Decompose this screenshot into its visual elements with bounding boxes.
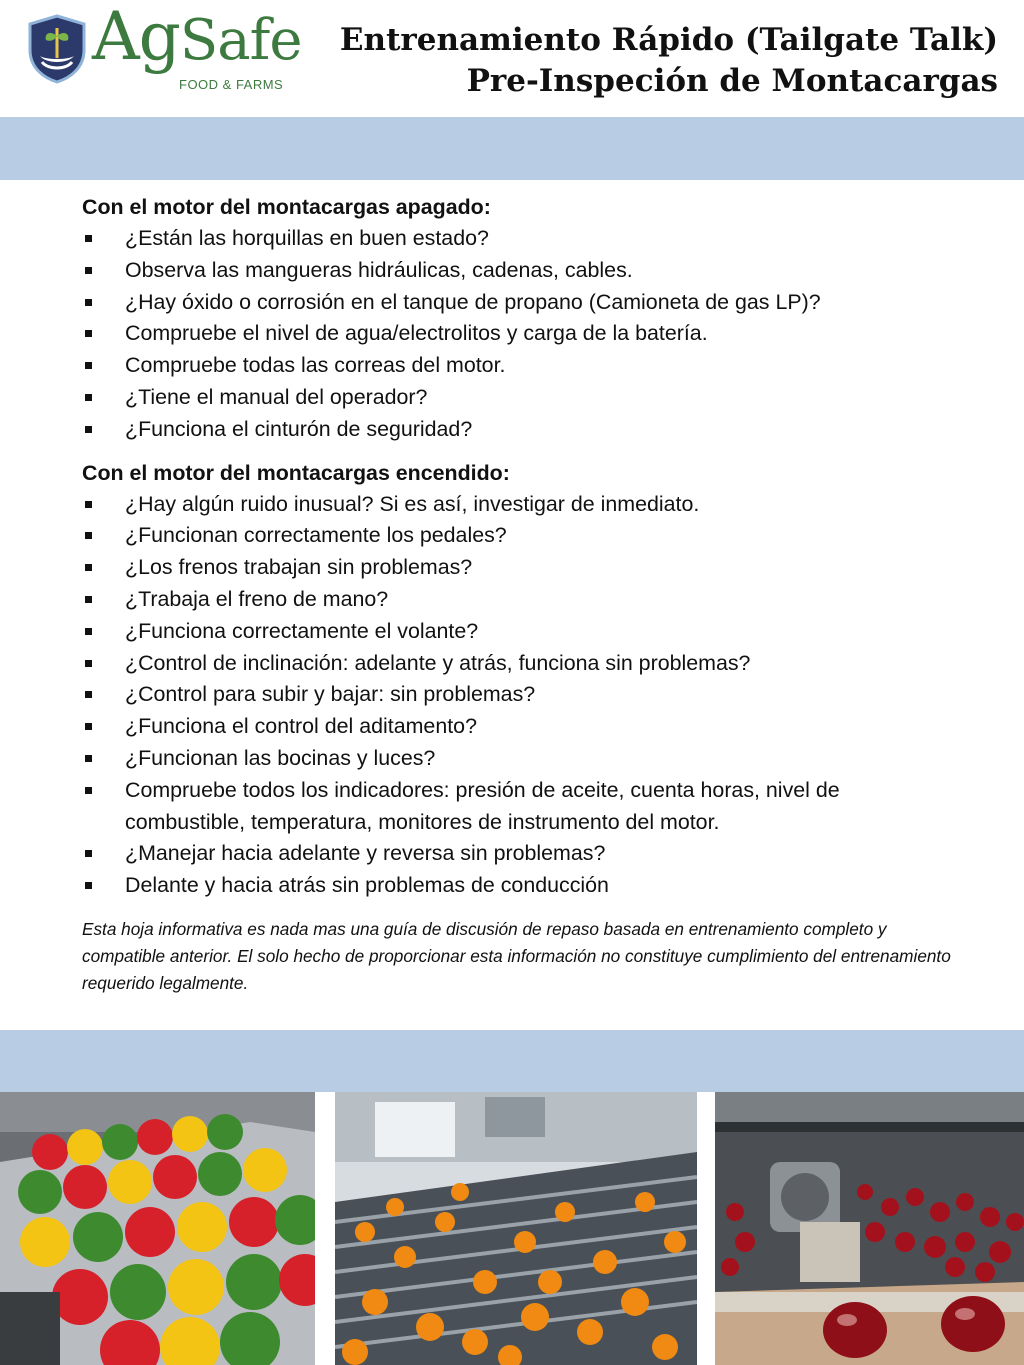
list-item: ¿Funciona el cinturón de seguridad? xyxy=(82,414,962,446)
bell-peppers-photo xyxy=(0,1092,315,1365)
bullet-icon xyxy=(85,299,92,306)
list-item: Delante y hacia atrás sin problemas de conducción xyxy=(82,870,962,902)
bullet-icon xyxy=(85,691,92,698)
title-line-2: Pre-Inspeción de Montacargas xyxy=(466,63,998,99)
list-item: ¿Control de inclinación: adelante y atrás, funciona sin problemas? xyxy=(82,648,962,680)
section-heading-on: Con el motor del montacargas encendido: xyxy=(82,460,510,485)
bullet-icon xyxy=(85,330,92,337)
list-item: ¿Tiene el manual del operador? xyxy=(82,382,962,414)
logo-wordmark: AgSafe xyxy=(92,0,302,75)
bullet-icon xyxy=(85,596,92,603)
list-item: Observa las mangueras hidráulicas, cadenas, cables. xyxy=(82,255,962,287)
disclaimer-text: Esta hoja informativa es nada mas una guía de discusión de repaso basada en entrenamiento completo y compatible anterior. El solo hecho de proporcionar esta información no constituye cumplimiento del entrenamiento requerido legalmente. xyxy=(82,918,951,993)
section-heading-off: Con el motor del montacargas apagado: xyxy=(82,195,491,219)
top-band xyxy=(0,117,1024,180)
apples-packing-image xyxy=(715,1092,1024,1365)
photo-strip xyxy=(0,1092,1024,1365)
list-item: ¿Funcionan las bocinas y luces? xyxy=(82,743,962,775)
bullet-icon xyxy=(85,362,92,369)
bullet-icon xyxy=(85,787,92,794)
bell-peppers-image xyxy=(0,1092,315,1365)
bullet-icon xyxy=(85,564,92,571)
list-item: ¿Funcionan correctamente los pedales? xyxy=(82,520,962,552)
list-item: ¿Hay algún ruido inusual? Si es así, investigar de inmediato. xyxy=(82,489,962,521)
bullet-icon xyxy=(85,394,92,401)
list-item: ¿Funciona correctamente el volante? xyxy=(82,616,962,648)
apples-packing-photo xyxy=(715,1092,1024,1365)
list-item: Compruebe el nivel de agua/electrolitos y carga de la batería. xyxy=(82,318,962,350)
list-item: Compruebe todas las correas del motor. xyxy=(82,350,962,382)
bullet-icon xyxy=(85,755,92,762)
checklist-engine-off xyxy=(82,223,962,446)
bullet-icon xyxy=(85,532,92,539)
page-header xyxy=(0,0,1024,117)
list-item: ¿Hay óxido o corrosión en el tanque de propano (Camioneta de gas LP)? xyxy=(82,287,962,319)
list-item: ¿Funciona el control del aditamento? xyxy=(82,711,962,743)
bullet-icon xyxy=(85,850,92,857)
oranges-conveyor-photo xyxy=(335,1092,697,1365)
bullet-icon xyxy=(85,882,92,889)
oranges-conveyor-image xyxy=(335,1092,697,1365)
bullet-icon xyxy=(85,723,92,730)
list-item: ¿Están las horquillas en buen estado? xyxy=(82,223,962,255)
bullet-icon xyxy=(85,235,92,242)
bullet-icon xyxy=(85,267,92,274)
bullet-icon xyxy=(85,501,92,508)
list-item: ¿Manejar hacia adelante y reversa sin problemas? xyxy=(82,838,962,870)
page-title xyxy=(340,20,998,102)
bullet-icon xyxy=(85,660,92,667)
agsafe-logo xyxy=(26,0,302,112)
shield-logo-icon xyxy=(26,14,88,84)
logo-tagline: FOOD & FARMS xyxy=(179,77,284,92)
bottom-band xyxy=(0,1030,1024,1092)
list-item: ¿Trabaja el freno de mano? xyxy=(82,584,962,616)
title-line-1: Entrenamiento Rápido (Tailgate Talk) xyxy=(339,22,998,58)
bullet-icon xyxy=(85,426,92,433)
checklist-engine-on xyxy=(82,489,962,902)
list-item: ¿Los frenos trabajan sin problemas? xyxy=(82,552,962,584)
checklist-content xyxy=(82,192,962,997)
bullet-icon xyxy=(85,628,92,635)
list-item: ¿Control para subir y bajar: sin problemas? xyxy=(82,679,962,711)
list-item: Compruebe todos los indicadores: presión de aceite, cuenta horas, nivel de combustible, temperatura, monitores de instrumento del motor. xyxy=(82,775,962,839)
